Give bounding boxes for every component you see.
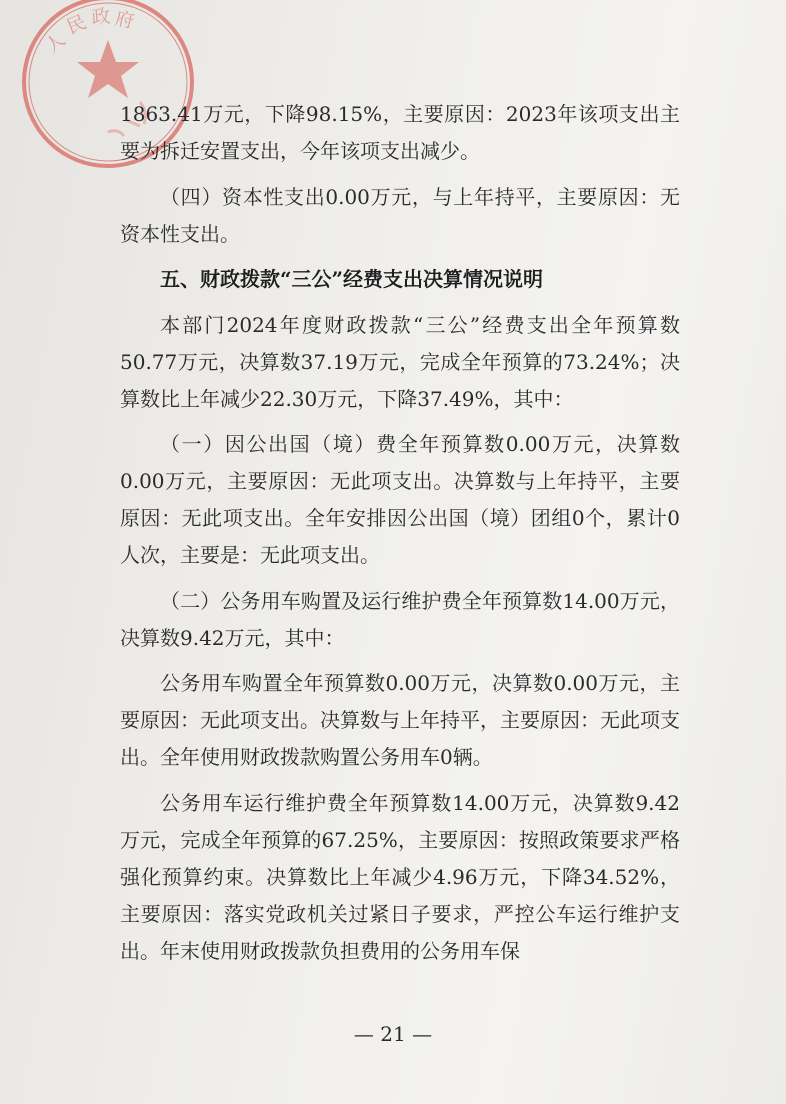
svg-text:政: 政 (90, 5, 112, 29)
star-icon (77, 40, 139, 98)
svg-text:民: 民 (63, 11, 90, 39)
page-number: — 21 — (353, 1022, 433, 1046)
paragraph-p2: （四）资本性支出0.00万元，与上年持平，主要原因：无资本性支出。 (120, 184, 680, 246)
paragraph-p8: 公务用车运行维护费全年预算数14.00万元，决算数9.42万元，完成全年预算的67.25%，主要原因：按照政策要求严格强化预算约束。决算数比上年减少4.96万元，下降34.52%，主要原因：落实党政机关过紧日子要求，严控公车运行维护支出。年末使用财政拨款负担费用的公务用车保 (120, 790, 680, 963)
section-heading: 五、财政拨款“三公”经费支出决算情况说明 (160, 267, 544, 291)
svg-text:人: 人 (41, 28, 70, 58)
paragraph-p7: 公务用车购置全年预算数0.00万元，决算数0.00万元，主要原因：无此项支出。决算数与上年持平，主要原因：无此项支出。全年使用财政拨款购置公务用车0辆。 (120, 671, 680, 769)
svg-text:府: 府 (112, 7, 137, 33)
paragraph-p1: 1863.41万元，下降98.15%，主要原因：2023年该项支出主要为拆迁安置支出，今年该项支出减少。 (120, 102, 680, 163)
body-text (120, 96, 680, 978)
paragraph-p4: 本部门2024年度财政拨款“三公”经费支出全年预算数50.77万元，决算数37.19万元，完成全年预算的73.24%；决算数比上年减少22.30万元，下降37.49%，其中： (120, 312, 680, 411)
paragraph-p6: （二）公务用车购置及运行维护费全年预算数14.00万元，决算数9.42万元，其中： (120, 588, 680, 650)
paragraph-p5: （一）因公出国（境）费全年预算数0.00万元，决算数0.00万元，主要原因：无此项支出。决算数与上年持平，主要原因：无此项支出。全年安排因公出国（境）团组0个，累计0人次，主要是：无此项支出。 (120, 432, 680, 567)
